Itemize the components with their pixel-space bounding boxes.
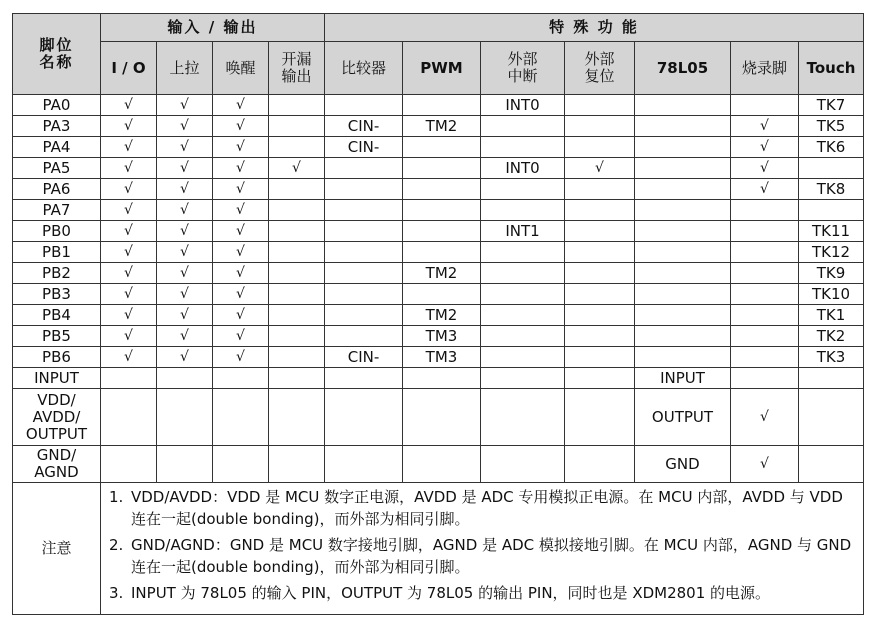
table-row — [13, 221, 864, 242]
pin-name-cell: PB0 — [13, 221, 101, 242]
header-special-group: 特 殊 功 能 — [325, 14, 864, 42]
open-drain-cell: √ — [269, 158, 325, 179]
comparator-cell — [325, 95, 403, 116]
pwm-cell — [403, 200, 481, 221]
table-row — [13, 116, 864, 137]
pwm-cell — [403, 221, 481, 242]
header-78l05: 78L05 — [635, 42, 731, 95]
touch-cell — [799, 368, 864, 389]
ext-reset-cell — [565, 284, 635, 305]
io-cell: √ — [101, 326, 157, 347]
pin-function-table-container — [12, 13, 864, 615]
wakeup-cell: √ — [213, 326, 269, 347]
comparator-cell — [325, 446, 403, 483]
open-drain-cell — [269, 221, 325, 242]
touch-cell: TK12 — [799, 242, 864, 263]
ext-interrupt-cell — [481, 137, 565, 158]
touch-cell: TK7 — [799, 95, 864, 116]
open-drain-cell — [269, 200, 325, 221]
pullup-cell: √ — [157, 242, 213, 263]
programming-pin-cell — [731, 284, 799, 305]
ext-reset-cell: √ — [565, 158, 635, 179]
open-drain-cell — [269, 347, 325, 368]
pullup-cell: √ — [157, 158, 213, 179]
programming-pin-cell — [731, 368, 799, 389]
open-drain-cell — [269, 242, 325, 263]
ext-interrupt-cell — [481, 284, 565, 305]
pullup-cell: √ — [157, 221, 213, 242]
ext-interrupt-cell — [481, 263, 565, 284]
pullup-cell: √ — [157, 137, 213, 158]
touch-cell: TK2 — [799, 326, 864, 347]
header-ext-reset: 外部 复位 — [565, 42, 635, 95]
l7805-cell: INPUT — [635, 368, 731, 389]
table-row — [13, 242, 864, 263]
header-comparator: 比较器 — [325, 42, 403, 95]
programming-pin-cell — [731, 200, 799, 221]
programming-pin-cell: √ — [731, 137, 799, 158]
wakeup-cell: √ — [213, 242, 269, 263]
ext-interrupt-cell — [481, 347, 565, 368]
pin-name-cell: PB6 — [13, 347, 101, 368]
programming-pin-cell: √ — [731, 446, 799, 483]
io-cell — [101, 368, 157, 389]
table-row — [13, 179, 864, 200]
table-row — [13, 305, 864, 326]
programming-pin-cell: √ — [731, 389, 799, 446]
comparator-cell — [325, 158, 403, 179]
pin-name-cell: PB3 — [13, 284, 101, 305]
programming-pin-cell — [731, 347, 799, 368]
ext-reset-cell — [565, 200, 635, 221]
io-cell: √ — [101, 242, 157, 263]
header-io: I / O — [101, 42, 157, 95]
io-cell: √ — [101, 305, 157, 326]
ext-reset-cell — [565, 137, 635, 158]
io-cell: √ — [101, 137, 157, 158]
touch-cell: TK6 — [799, 137, 864, 158]
table-row — [13, 137, 864, 158]
ext-reset-cell — [565, 326, 635, 347]
l7805-cell — [635, 242, 731, 263]
io-cell: √ — [101, 158, 157, 179]
ext-interrupt-cell: INT0 — [481, 95, 565, 116]
pwm-cell — [403, 284, 481, 305]
ext-interrupt-cell — [481, 326, 565, 347]
ext-interrupt-cell — [481, 305, 565, 326]
open-drain-cell — [269, 116, 325, 137]
pullup-cell — [157, 389, 213, 446]
ext-reset-cell — [565, 368, 635, 389]
l7805-cell: GND — [635, 446, 731, 483]
ext-interrupt-cell — [481, 389, 565, 446]
programming-pin-cell — [731, 221, 799, 242]
open-drain-cell — [269, 284, 325, 305]
touch-cell — [799, 389, 864, 446]
pullup-cell: √ — [157, 263, 213, 284]
l7805-cell — [635, 158, 731, 179]
pwm-cell: TM3 — [403, 347, 481, 368]
open-drain-cell — [269, 389, 325, 446]
l7805-cell: OUTPUT — [635, 389, 731, 446]
wakeup-cell — [213, 446, 269, 483]
ext-interrupt-cell — [481, 116, 565, 137]
io-cell — [101, 389, 157, 446]
l7805-cell — [635, 326, 731, 347]
ext-interrupt-cell: INT0 — [481, 158, 565, 179]
header-touch: Touch — [799, 42, 864, 95]
table-row — [13, 446, 864, 483]
ext-interrupt-cell — [481, 179, 565, 200]
pin-name-cell: PA3 — [13, 116, 101, 137]
wakeup-cell: √ — [213, 221, 269, 242]
pwm-cell: TM2 — [403, 305, 481, 326]
pwm-cell — [403, 242, 481, 263]
pullup-cell: √ — [157, 200, 213, 221]
programming-pin-cell: √ — [731, 116, 799, 137]
pwm-cell: TM2 — [403, 116, 481, 137]
ext-reset-cell — [565, 179, 635, 200]
programming-pin-cell — [731, 263, 799, 284]
ext-interrupt-cell — [481, 200, 565, 221]
wakeup-cell: √ — [213, 200, 269, 221]
header-wakeup: 唤醒 — [213, 42, 269, 95]
pin-name-cell: PA0 — [13, 95, 101, 116]
wakeup-cell: √ — [213, 305, 269, 326]
ext-reset-cell — [565, 263, 635, 284]
touch-cell — [799, 446, 864, 483]
pullup-cell: √ — [157, 179, 213, 200]
notes-cell — [101, 483, 864, 615]
header-io-group: 输入 / 输出 — [101, 14, 325, 42]
l7805-cell — [635, 95, 731, 116]
io-cell: √ — [101, 200, 157, 221]
programming-pin-cell: √ — [731, 179, 799, 200]
l7805-cell — [635, 284, 731, 305]
l7805-cell — [635, 263, 731, 284]
pin-name-cell: PB1 — [13, 242, 101, 263]
pin-name-cell: GND/ AGND — [13, 446, 101, 483]
pwm-cell — [403, 95, 481, 116]
pwm-cell — [403, 137, 481, 158]
pullup-cell — [157, 446, 213, 483]
io-cell: √ — [101, 221, 157, 242]
l7805-cell — [635, 305, 731, 326]
comparator-cell — [325, 305, 403, 326]
pin-name-cell: PA7 — [13, 200, 101, 221]
comparator-cell — [325, 179, 403, 200]
l7805-cell — [635, 221, 731, 242]
io-cell — [101, 446, 157, 483]
l7805-cell — [635, 137, 731, 158]
table-row — [13, 389, 864, 446]
open-drain-cell — [269, 263, 325, 284]
header-programming-pin: 烧录脚 — [731, 42, 799, 95]
comparator-cell — [325, 389, 403, 446]
header-pwm: PWM — [403, 42, 481, 95]
ext-reset-cell — [565, 116, 635, 137]
pin-name-cell: PA6 — [13, 179, 101, 200]
open-drain-cell — [269, 305, 325, 326]
pin-name-cell: PB2 — [13, 263, 101, 284]
programming-pin-cell — [731, 242, 799, 263]
io-cell: √ — [101, 95, 157, 116]
pullup-cell — [157, 368, 213, 389]
comparator-cell — [325, 326, 403, 347]
pwm-cell — [403, 368, 481, 389]
l7805-cell — [635, 200, 731, 221]
wakeup-cell: √ — [213, 263, 269, 284]
pin-name-cell: PB4 — [13, 305, 101, 326]
ext-interrupt-cell — [481, 242, 565, 263]
io-cell: √ — [101, 179, 157, 200]
pullup-cell: √ — [157, 116, 213, 137]
open-drain-cell — [269, 95, 325, 116]
ext-reset-cell — [565, 347, 635, 368]
pin-name-cell: PA4 — [13, 137, 101, 158]
wakeup-cell: √ — [213, 95, 269, 116]
open-drain-cell — [269, 368, 325, 389]
wakeup-cell: √ — [213, 347, 269, 368]
programming-pin-cell — [731, 326, 799, 347]
touch-cell: TK11 — [799, 221, 864, 242]
pin-name-cell: VDD/ AVDD/ OUTPUT — [13, 389, 101, 446]
comparator-cell: CIN- — [325, 116, 403, 137]
l7805-cell — [635, 179, 731, 200]
table-row — [13, 200, 864, 221]
pin-function-table — [12, 13, 864, 615]
touch-cell: TK1 — [799, 305, 864, 326]
pwm-cell — [403, 389, 481, 446]
programming-pin-cell — [731, 305, 799, 326]
wakeup-cell: √ — [213, 179, 269, 200]
programming-pin-cell: √ — [731, 158, 799, 179]
programming-pin-cell — [731, 95, 799, 116]
pullup-cell: √ — [157, 326, 213, 347]
comparator-cell: CIN- — [325, 347, 403, 368]
pin-name-cell: INPUT — [13, 368, 101, 389]
comparator-cell — [325, 284, 403, 305]
wakeup-cell — [213, 389, 269, 446]
wakeup-cell: √ — [213, 158, 269, 179]
header-pullup: 上拉 — [157, 42, 213, 95]
open-drain-cell — [269, 179, 325, 200]
table-row — [13, 158, 864, 179]
pullup-cell: √ — [157, 284, 213, 305]
touch-cell: TK10 — [799, 284, 864, 305]
header-open-drain: 开漏 输出 — [269, 42, 325, 95]
table-row — [13, 95, 864, 116]
ext-interrupt-cell — [481, 368, 565, 389]
pwm-cell — [403, 158, 481, 179]
touch-cell: TK9 — [799, 263, 864, 284]
note-3: 3. INPUT 为 78L05 的输入 PIN，OUTPUT 为 78L05 的输出 PIN，同时也是 XDM2801 的电源。 — [109, 584, 771, 602]
touch-cell: TK3 — [799, 347, 864, 368]
table-row — [13, 368, 864, 389]
comparator-cell — [325, 368, 403, 389]
header-pin-name: 脚位 名称 — [13, 14, 101, 95]
comparator-cell — [325, 263, 403, 284]
ext-reset-cell — [565, 305, 635, 326]
pwm-cell — [403, 179, 481, 200]
note-1: 1. VDD/AVDD：VDD 是 MCU 数字正电源，AVDD 是 ADC 专用模拟正电源。在 MCU 内部，AVDD 与 VDD 连在一起(double bonding)，而外部为相同引脚。 — [109, 488, 843, 528]
touch-cell — [799, 200, 864, 221]
ext-reset-cell — [565, 221, 635, 242]
wakeup-cell: √ — [213, 284, 269, 305]
table-row — [13, 326, 864, 347]
io-cell: √ — [101, 263, 157, 284]
comparator-cell — [325, 242, 403, 263]
touch-cell — [799, 158, 864, 179]
pullup-cell: √ — [157, 347, 213, 368]
header-ext-interrupt: 外部 中断 — [481, 42, 565, 95]
pin-name-cell: PB5 — [13, 326, 101, 347]
table-row — [13, 284, 864, 305]
note-2: 2. GND/AGND：GND 是 MCU 数字接地引脚，AGND 是 ADC 模拟接地引脚。在 MCU 内部，AGND 与 GND 连在一起(double bonding)，而外部为相同引脚。 — [109, 536, 852, 576]
comparator-cell: CIN- — [325, 137, 403, 158]
open-drain-cell — [269, 446, 325, 483]
io-cell: √ — [101, 284, 157, 305]
pullup-cell: √ — [157, 305, 213, 326]
pwm-cell: TM2 — [403, 263, 481, 284]
pwm-cell: TM3 — [403, 326, 481, 347]
io-cell: √ — [101, 347, 157, 368]
notes-label: 注意 — [13, 483, 101, 615]
pin-name-cell: PA5 — [13, 158, 101, 179]
ext-reset-cell — [565, 95, 635, 116]
table-row — [13, 347, 864, 368]
ext-reset-cell — [565, 242, 635, 263]
comparator-cell — [325, 221, 403, 242]
l7805-cell — [635, 347, 731, 368]
ext-interrupt-cell: INT1 — [481, 221, 565, 242]
touch-cell: TK5 — [799, 116, 864, 137]
open-drain-cell — [269, 326, 325, 347]
wakeup-cell: √ — [213, 137, 269, 158]
l7805-cell — [635, 116, 731, 137]
table-row — [13, 263, 864, 284]
wakeup-cell — [213, 368, 269, 389]
pwm-cell — [403, 446, 481, 483]
comparator-cell — [325, 200, 403, 221]
ext-reset-cell — [565, 446, 635, 483]
io-cell: √ — [101, 116, 157, 137]
wakeup-cell: √ — [213, 116, 269, 137]
open-drain-cell — [269, 137, 325, 158]
touch-cell: TK8 — [799, 179, 864, 200]
pullup-cell: √ — [157, 95, 213, 116]
ext-interrupt-cell — [481, 446, 565, 483]
pin-rows — [13, 95, 864, 483]
ext-reset-cell — [565, 389, 635, 446]
